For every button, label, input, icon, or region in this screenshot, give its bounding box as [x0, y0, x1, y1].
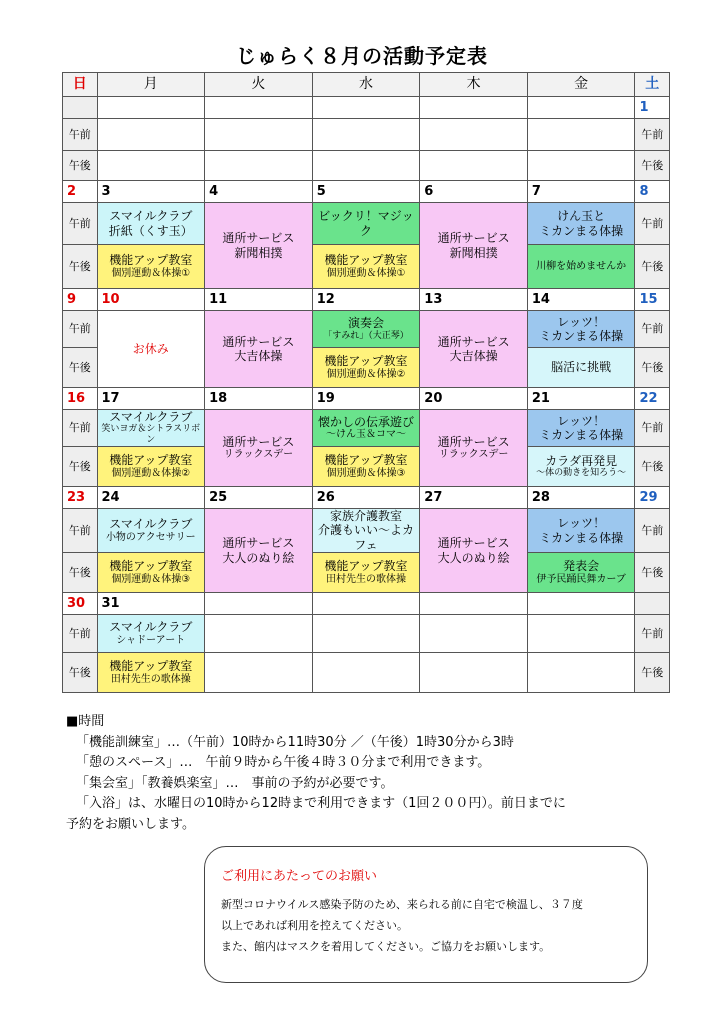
event-sub: ミカンまる体操: [539, 223, 624, 238]
date-cell: [63, 97, 98, 119]
week4-date-row: [63, 388, 670, 410]
date-cell: [312, 97, 420, 119]
event-sub: リラックスデー: [223, 449, 294, 461]
event-sub: 個別運動＆体操③: [111, 573, 191, 585]
date-cell: [97, 97, 205, 119]
event-cell: [97, 151, 205, 181]
event-cell: [205, 615, 313, 653]
event-title: 懐かしの伝承遊び: [317, 414, 414, 429]
event-title: 通所サービス: [222, 334, 295, 349]
event-cell: [527, 203, 635, 245]
pm-label: 午後: [635, 553, 670, 593]
notice-title: ご利用にあたってのお願い: [221, 869, 378, 884]
pm-label: 午後: [635, 348, 670, 388]
date-cell: 5: [312, 181, 420, 203]
notice-body-1: 新型コロナウイルス感染予防のため、来られる前に自宅で検温し、３７度: [221, 898, 583, 911]
am-label: 午前: [63, 615, 98, 653]
event-cell: [97, 508, 205, 552]
event-title: 機能アップ教室: [109, 453, 193, 468]
event-title: 通所サービス: [437, 231, 510, 246]
event-cell: [312, 311, 420, 348]
week6-pm-row: [63, 653, 670, 693]
am-label: 午前: [63, 508, 98, 552]
event-sub: 大吉体操: [234, 349, 283, 363]
date-cell: 27: [420, 486, 528, 508]
weekday-fri: 金: [527, 73, 635, 97]
pm-label: 午後: [635, 245, 670, 289]
event-cell: [527, 653, 635, 693]
event-sub: 田村先生の歌体操: [110, 673, 191, 685]
event-cell: [312, 553, 420, 593]
date-cell: [635, 593, 670, 615]
event-sub: 伊予民踊民舞カーブ: [536, 573, 626, 585]
am-label: 午前: [63, 119, 98, 151]
weekday-mon: 月: [97, 73, 205, 97]
event-cell: [527, 508, 635, 552]
date-cell: 14: [527, 289, 635, 311]
date-cell: [205, 97, 313, 119]
event-cell: [97, 119, 205, 151]
event-cell: [205, 508, 313, 592]
event-cell: [312, 245, 420, 289]
am-label: 午前: [635, 119, 670, 151]
info-line: 「機能訓練室」…（午前）10時から11時30分 ／（午後）1時30分から3時: [76, 734, 514, 750]
event-title: スマイルクラブ: [109, 209, 193, 224]
event-title: 機能アップ教室: [109, 253, 193, 268]
event-cell: [97, 446, 205, 486]
event-cell: [205, 311, 313, 388]
event-cell: [312, 410, 420, 447]
am-label: 午前: [63, 203, 98, 245]
week2-am-row: [63, 203, 670, 245]
date-cell: 25: [205, 486, 313, 508]
date-cell: [312, 593, 420, 615]
event-cell: [312, 446, 420, 486]
event-cell: [527, 410, 635, 447]
event-cell: [527, 245, 635, 289]
event-title: 通所サービス: [437, 434, 510, 449]
event-title: 機能アップ教室: [109, 559, 193, 574]
event-sub: 個別運動＆体操③: [326, 467, 406, 479]
event-title: カラダ再発見: [545, 453, 618, 468]
pm-label: 午後: [635, 151, 670, 181]
am-label: 午前: [63, 410, 98, 447]
event-cell: [97, 615, 205, 653]
event-cell: [205, 119, 313, 151]
event-cell: [97, 311, 205, 388]
date-cell: 1: [635, 97, 670, 119]
event-cell: [312, 151, 420, 181]
date-cell: 26: [312, 486, 420, 508]
date-cell: 2: [63, 181, 98, 203]
event-cell: [420, 151, 528, 181]
date-cell: 4: [205, 181, 313, 203]
date-cell: [205, 593, 313, 615]
date-cell: 19: [312, 388, 420, 410]
date-cell: 7: [527, 181, 635, 203]
event-sub: リラックスデー: [438, 449, 509, 461]
event-cell: [527, 151, 635, 181]
event-sub: 個別運動＆体操②: [326, 368, 406, 380]
date-cell: 17: [97, 388, 205, 410]
event-cell: [527, 615, 635, 653]
event-title: 通所サービス: [222, 536, 295, 551]
event-sub: ミカンまる体操: [539, 329, 624, 343]
event-title: 発表会: [563, 559, 600, 574]
info-line: 「憩のスペース」… 午前９時から午後４時３０分まで利用できます。: [76, 755, 491, 770]
event-cell: [312, 203, 420, 245]
event-cell: [97, 245, 205, 289]
event-cell: [420, 653, 528, 693]
week4-am-row: [63, 410, 670, 447]
page-title: じゅらく８月の活動予定表: [236, 44, 488, 68]
event-title: レッツ！: [557, 314, 606, 329]
weekday-sun: 日: [63, 73, 98, 97]
pm-label: 午後: [63, 446, 98, 486]
event-sub: ～けん玉＆コマ～: [325, 429, 406, 441]
date-cell: 15: [635, 289, 670, 311]
event-cell: [420, 311, 528, 388]
event-title: 通所サービス: [437, 536, 510, 551]
event-sub: 個別運動＆体操②: [111, 467, 191, 479]
event-sub: 個別運動＆体操①: [326, 267, 406, 279]
date-cell: 10: [97, 289, 205, 311]
date-cell: 28: [527, 486, 635, 508]
week2-date-row: [63, 181, 670, 203]
week1-am-row: [63, 119, 670, 151]
event-cell: [420, 203, 528, 289]
pm-label: 午後: [63, 245, 98, 289]
event-cell: [205, 151, 313, 181]
event-cell: [312, 348, 420, 388]
event-cell: [527, 311, 635, 348]
week1-date-row: [63, 97, 670, 119]
date-cell: 21: [527, 388, 635, 410]
event-sub: 新聞相撲: [234, 245, 283, 260]
hours-info: [66, 712, 666, 835]
date-cell: 8: [635, 181, 670, 203]
event-title: ビックリ！マジック: [318, 209, 414, 238]
pm-label: 午後: [63, 151, 98, 181]
event-title: スマイルクラブ: [109, 620, 193, 635]
week3-am-row: [63, 311, 670, 348]
date-cell: 9: [63, 289, 98, 311]
am-label: 午前: [635, 410, 670, 447]
notice-box: [204, 846, 648, 983]
date-cell: 23: [63, 486, 98, 508]
date-cell: [527, 97, 635, 119]
event-cell: [312, 653, 420, 693]
date-cell: 11: [205, 289, 313, 311]
event-title: レッツ！: [557, 516, 606, 531]
week6-am-row: [63, 615, 670, 653]
event-cell: [97, 653, 205, 693]
event-title: 通所サービス: [222, 434, 295, 449]
date-cell: 30: [63, 593, 98, 615]
pm-label: 午後: [63, 348, 98, 388]
event-title: 機能アップ教室: [109, 659, 193, 674]
event-sub: ミカンまる体操: [539, 427, 624, 442]
event-sub: ミカンまる体操: [539, 530, 624, 545]
date-cell: [420, 97, 528, 119]
event-cell: [420, 508, 528, 592]
event-cell: [312, 615, 420, 653]
date-cell: 29: [635, 486, 670, 508]
pm-label: 午後: [635, 446, 670, 486]
event-title: 機能アップ教室: [324, 559, 408, 574]
event-cell: [205, 410, 313, 487]
weekday-tue: 火: [205, 73, 313, 97]
event-cell: [527, 348, 635, 388]
event-title: けん玉と: [557, 209, 606, 224]
date-cell: 3: [97, 181, 205, 203]
info-line: 予約をお願いします。: [66, 816, 195, 832]
event-sub: ～体の動きを知ろう～: [536, 468, 627, 479]
event-title: 通所サービス: [437, 334, 510, 349]
event-cell: [527, 553, 635, 593]
week3-date-row: [63, 289, 670, 311]
week6-date-row: [63, 593, 670, 615]
event-sub: 個別運動＆体操①: [111, 267, 191, 279]
event-title: 川柳を始めませんか: [536, 260, 627, 272]
calendar-table: [62, 72, 670, 693]
event-cell: [312, 508, 420, 552]
event-sub: 折紙（くす玉）: [108, 223, 193, 238]
week1-pm-row: [63, 151, 670, 181]
week5-date-row: [63, 486, 670, 508]
date-cell: 12: [312, 289, 420, 311]
event-title: スマイルクラブ: [109, 517, 193, 532]
notice-body-3: また、館内はマスクを着用してください。ご協力をお願いします。: [221, 940, 551, 953]
date-cell: 18: [205, 388, 313, 410]
event-sub: 大吉体操: [449, 349, 498, 363]
pm-label: 午後: [635, 653, 670, 693]
event-cell: [420, 410, 528, 487]
event-cell: [527, 119, 635, 151]
event-cell: [527, 446, 635, 486]
date-cell: 31: [97, 593, 205, 615]
event-title: 家族介護教室: [329, 508, 402, 523]
week4-pm-row: [63, 446, 670, 486]
event-title: 演奏会: [347, 316, 384, 331]
event-cell: [205, 203, 313, 289]
date-cell: 24: [97, 486, 205, 508]
pm-label: 午後: [63, 553, 98, 593]
week5-pm-row: [63, 553, 670, 593]
info-heading: ■時間: [66, 714, 105, 729]
pm-label: 午後: [63, 653, 98, 693]
weekday-header-row: [63, 73, 670, 97]
am-label: 午前: [635, 311, 670, 348]
event-title: 機能アップ教室: [324, 453, 408, 468]
date-cell: [420, 593, 528, 615]
date-cell: [527, 593, 635, 615]
event-sub: 笑いヨガ＆シトラスリボン: [101, 424, 201, 446]
event-title: 機能アップ教室: [324, 354, 408, 369]
week2-pm-row: [63, 245, 670, 289]
am-label: 午前: [63, 311, 98, 348]
weekday-thu: 木: [420, 73, 528, 97]
event-sub: 「すみれ」（大正琴）: [323, 330, 409, 341]
event-sub: 介護もいい～よカフェ: [317, 523, 414, 552]
event-title: レッツ！: [557, 413, 606, 428]
notice-body-2: 以上であれば利用を控えてください。: [221, 919, 408, 932]
event-title: 機能アップ教室: [324, 253, 408, 268]
info-line: 「入浴」は、水曜日の10時から12時まで利用できます（1回２００円）。前日までに: [76, 796, 566, 811]
event-cell: [97, 553, 205, 593]
event-cell: [312, 119, 420, 151]
event-cell: [420, 119, 528, 151]
weekday-sat: 土: [635, 73, 670, 97]
event-title: 通所サービス: [222, 231, 295, 246]
event-cell: [97, 203, 205, 245]
date-cell: 22: [635, 388, 670, 410]
event-cell: [420, 615, 528, 653]
info-line: 「集会室」「教養娯楽室」… 事前の予約が必要です。: [76, 775, 394, 791]
weekday-wed: 水: [312, 73, 420, 97]
event-title: 脳活に挑戦: [551, 360, 612, 375]
event-sub: 新聞相撲: [449, 245, 498, 260]
event-title: スマイルクラブ: [109, 410, 193, 424]
event-sub: 田村先生の歌体操: [325, 573, 406, 585]
am-label: 午前: [635, 203, 670, 245]
date-cell: 20: [420, 388, 528, 410]
am-label: 午前: [635, 615, 670, 653]
event-sub: シャドーアート: [116, 634, 186, 646]
am-label: 午前: [635, 508, 670, 552]
date-cell: 6: [420, 181, 528, 203]
holiday-label: お休み: [132, 341, 169, 356]
week5-am-row: [63, 508, 670, 552]
event-sub: 大人のぬり絵: [437, 550, 510, 565]
event-cell: [97, 410, 205, 447]
date-cell: 16: [63, 388, 98, 410]
event-sub: 大人のぬり絵: [222, 550, 295, 565]
event-cell: [205, 653, 313, 693]
date-cell: 13: [420, 289, 528, 311]
event-sub: 小物のアクセサリー: [105, 531, 196, 543]
